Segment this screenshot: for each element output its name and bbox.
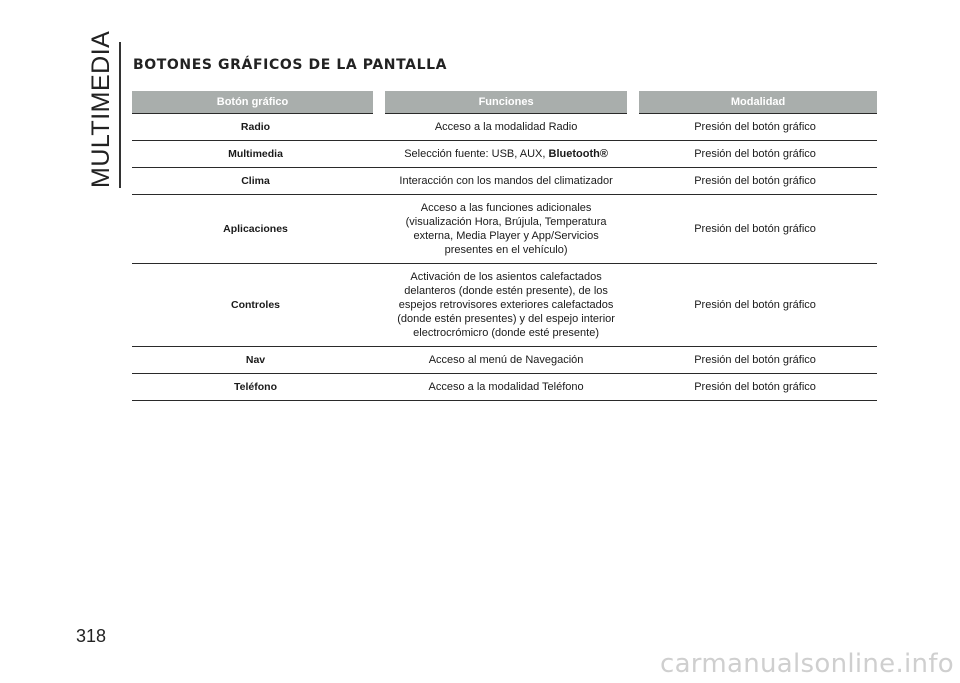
function-cell bbox=[379, 374, 633, 401]
function-line: Activación de los asientos calefactados bbox=[410, 271, 602, 283]
function-cell bbox=[379, 141, 633, 168]
button-name-cell: Clima bbox=[132, 168, 379, 195]
table-row bbox=[132, 374, 877, 401]
function-line: delanteros (donde estén presente), de los bbox=[404, 285, 608, 297]
table-row bbox=[132, 141, 877, 168]
mode-cell: Presión del botón gráfico bbox=[633, 347, 877, 374]
mode-cell: Presión del botón gráfico bbox=[633, 114, 877, 141]
header-modalidad: Modalidad bbox=[633, 91, 877, 114]
section-title bbox=[86, 30, 116, 188]
function-line: Acceso a la modalidad Radio bbox=[434, 121, 578, 133]
function-line: Interacción con los mandos del climatizador bbox=[399, 175, 613, 187]
function-line: Acceso a las funciones adicionales bbox=[420, 202, 592, 214]
section-title-text: MULTIMEDIA bbox=[87, 30, 115, 188]
function-line: electrocrómicro (donde esté presente) bbox=[413, 327, 600, 339]
function-line: espejos retrovisores exteriores calefactados bbox=[398, 299, 614, 311]
function-line: Acceso a la modalidad Teléfono bbox=[428, 381, 584, 393]
function-cell bbox=[379, 195, 633, 264]
mode-cell: Presión del botón gráfico bbox=[633, 141, 877, 168]
table-row bbox=[132, 264, 877, 347]
function-line: (donde estén presentes) y del espejo interior bbox=[397, 313, 615, 325]
button-name-cell: Radio bbox=[132, 114, 379, 141]
function-cell bbox=[379, 168, 633, 195]
button-name-cell: Teléfono bbox=[132, 374, 379, 401]
function-line: presentes en el vehículo) bbox=[444, 244, 568, 256]
header-boton-grafico: Botón gráfico bbox=[132, 91, 379, 114]
button-name-cell: Aplicaciones bbox=[132, 195, 379, 264]
mode-cell: Presión del botón gráfico bbox=[633, 264, 877, 347]
function-cell bbox=[379, 114, 633, 141]
function-bold-text: Bluetooth® bbox=[548, 148, 608, 160]
page-number: 318 bbox=[76, 626, 107, 646]
button-name-cell: Controles bbox=[132, 264, 379, 347]
table-row bbox=[132, 195, 877, 264]
section-divider bbox=[119, 42, 121, 188]
function-line: externa, Media Player y App/Servicios bbox=[413, 230, 599, 242]
button-name-cell: Multimedia bbox=[132, 141, 379, 168]
page-heading: BOTONES GRÁFICOS DE LA PANTALLA bbox=[133, 57, 448, 73]
function-line: Selección fuente: USB, AUX, bbox=[404, 148, 549, 160]
mode-cell: Presión del botón gráfico bbox=[633, 195, 877, 264]
table-header-row bbox=[132, 91, 877, 114]
table-row bbox=[132, 347, 877, 374]
mode-cell: Presión del botón gráfico bbox=[633, 374, 877, 401]
header-funciones: Funciones bbox=[379, 91, 633, 114]
function-cell bbox=[379, 264, 633, 347]
mode-cell: Presión del botón gráfico bbox=[633, 168, 877, 195]
function-line: Acceso al menú de Navegación bbox=[428, 354, 584, 366]
function-cell bbox=[379, 347, 633, 374]
watermark: carmanualsonline.info bbox=[659, 649, 954, 679]
table-row bbox=[132, 168, 877, 195]
function-line: (visualización Hora, Brújula, Temperatura bbox=[405, 216, 607, 228]
graphic-buttons-table bbox=[132, 91, 877, 401]
button-name-cell: Nav bbox=[132, 347, 379, 374]
table-row bbox=[132, 114, 877, 141]
